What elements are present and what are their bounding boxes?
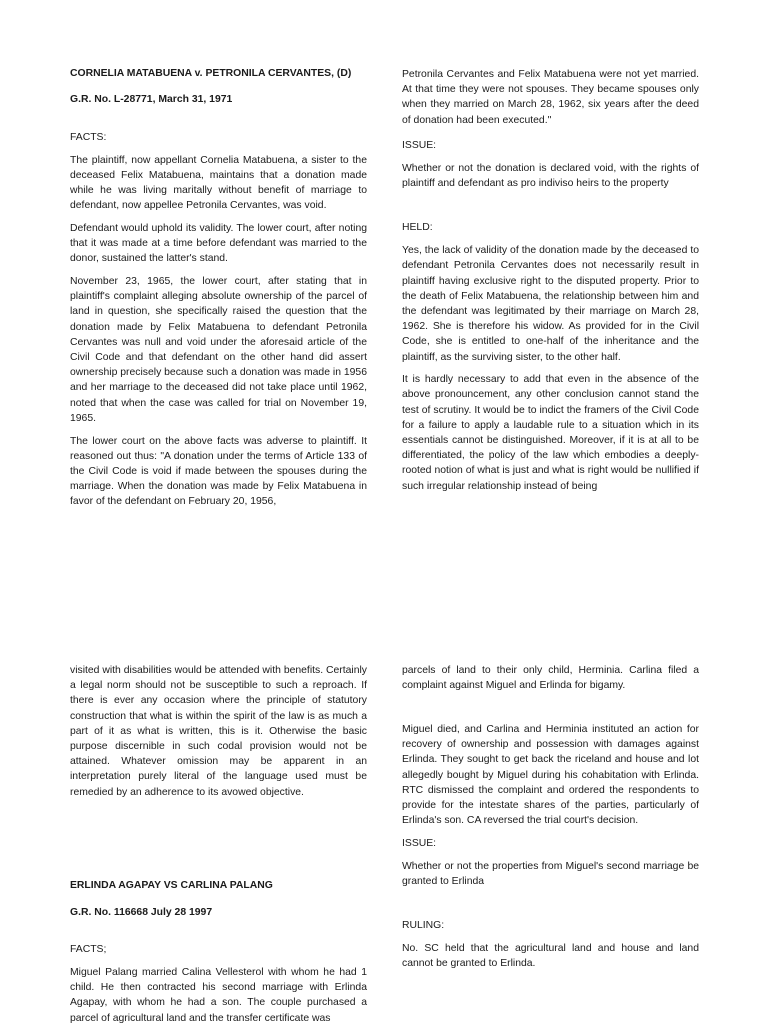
facts-paragraph: November 23, 1965, the lower court, after stating that in plaintiff's complaint alleging absolute ownership of the parcel of land in question, she specifically raised the question that the donation made by Felix Matabuena to defendant Petronila Cervantes was null and void under the aforesaid article of the Civil Code and that defendant on the other hand did assert ownership precisely because such a donation was made in 1956 and her marriage to the deceased did not take place until 1962, noted that when the case was called for trial on November 19, 1965. xyxy=(70,276,367,424)
body-paragraph: Miguel died, and Carlina and Herminia instituted an action for recovery of ownership and possession with damages against Erlinda. They sought to get back the riceland and house and lot allegedly bought by Miguel during his cohabitation with Erlinda. RTC dismissed the complaint and ordered the respondents to provide for the intestate shares of the parties, particularly of Erlinda's son. CA reversed the trial court's decision. xyxy=(402,723,699,827)
spacer xyxy=(402,701,699,722)
held-paragraph: It is hardly necessary to add that even in the absence of the above pronouncement, any other conclusion cannot stand the test of scrutiny. It would be to indict the framers of the Civil Code for a failure to apply a laudable rule to a situation which in its essentials cannot be distinguished. Moreover, if it is at all to be differentiated, the policy of the law which embodies a deeply-rooted notion of what is just and what is right would be nullified if such irregular relationship instead of being xyxy=(402,374,699,492)
continuation-paragraph: parcels of land to their only child, Herminia. Carlina filed a complaint against Miguel and Erlinda for bigamy. xyxy=(402,665,699,692)
gr-number: G.R. No. 116668 July 28 1997 xyxy=(70,906,213,918)
spacer xyxy=(402,198,699,220)
case-title: CORNELIA MATABUENA v. PETRONILA CERVANTES, (D) xyxy=(70,68,352,79)
ruling-heading: RULING: xyxy=(402,920,445,932)
issue-heading: ISSUE: xyxy=(402,139,437,151)
facts-heading: FACTS; xyxy=(70,944,107,956)
issue-text: Whether or not the donation is declared void, with the rights of plaintiff and defendant as pro indiviso heirs to the property xyxy=(402,162,699,189)
continuation-paragraph: visited with disabilities would be attended with benefits. Certainly a legal norm should not be susceptible to such a reproach. If there is ever any occasion where the principle of statutory construction that what is within the spirit of the law is as much a part of it as what is written, this is it. Otherwise the basic purpose discernible in such codal provision would not be attained. Whatever omission may be apparent in an interpretation purely literal of the language used must be remedied by an adherence to its avowed objective. xyxy=(70,665,367,798)
continuation-paragraph: Petronila Cervantes and Felix Matabuena were not yet married. At that time they were not spouses. They became spouses only when they married on March 28, 1962, six years after the deed of donation had been executed." xyxy=(402,69,699,126)
held-heading: HELD: xyxy=(402,222,433,234)
case-title: ERLINDA AGAPAY VS CARLINA PALANG xyxy=(70,880,273,892)
page2-left-column xyxy=(70,663,367,1024)
spacer xyxy=(402,896,699,918)
spacer xyxy=(70,927,367,942)
spacer xyxy=(70,807,367,878)
page1-right-column xyxy=(402,67,699,501)
facts-paragraph: Defendant would uphold its validity. The lower court, after noting that it was made at a time before defendant was married to the donor, sustained the latter's stand. xyxy=(70,222,367,265)
issue-text: Whether or not the properties from Miguel's second marriage be granted to Erlinda xyxy=(402,860,699,887)
gr-number: G.R. No. L-28771, March 31, 1971 xyxy=(70,94,233,106)
ruling-text: No. SC held that the agricultural land and house and land cannot be granted to Erlinda. xyxy=(402,943,699,970)
spacer xyxy=(70,115,367,130)
document-page-2 xyxy=(0,652,768,1024)
page2-right-column xyxy=(402,663,699,979)
facts-paragraph: The lower court on the above facts was adverse to plaintiff. It reasoned out thus: "A donation under the terms of Article 133 of the Civil Code is void if made between the spouses during the marriage. When the donation was made by Felix Matabuena in favor of the defendant on February 20, 1956, xyxy=(70,435,367,508)
facts-heading: FACTS: xyxy=(70,131,107,143)
page1-left-column xyxy=(70,66,367,517)
held-paragraph: Yes, the lack of validity of the donation made by the deceased to defendant Petronila Cervantes does not necessarily result in plaintiff having exclusive right to the disputed property. Prior to the death of Felix Matabuena, the relationship between him and the defendant was legitimated by their marriage on March 28, 1962. She is therefore his widow. As provided for in the Civil Code, she is entitled to one-half of the inheritance and the plaintiff, as the surviving sister, to the other half. xyxy=(402,245,699,363)
issue-heading: ISSUE: xyxy=(402,837,437,849)
facts-paragraph: The plaintiff, now appellant Cornelia Matabuena, a sister to the deceased Felix Matabuena, maintains that a donation made while he was living maritally without benefit of marriage to defendant, now appellee Petronila Cervantes, was void. xyxy=(70,154,367,212)
facts-paragraph: Miguel Palang married Calina Vellesterol with whom he had 1 child. He then contracted his second marriage with Erlinda Agapay, with whom he had a son. The couple purchased a parcel of agricultural land and the transfer certificate was xyxy=(70,966,367,1024)
